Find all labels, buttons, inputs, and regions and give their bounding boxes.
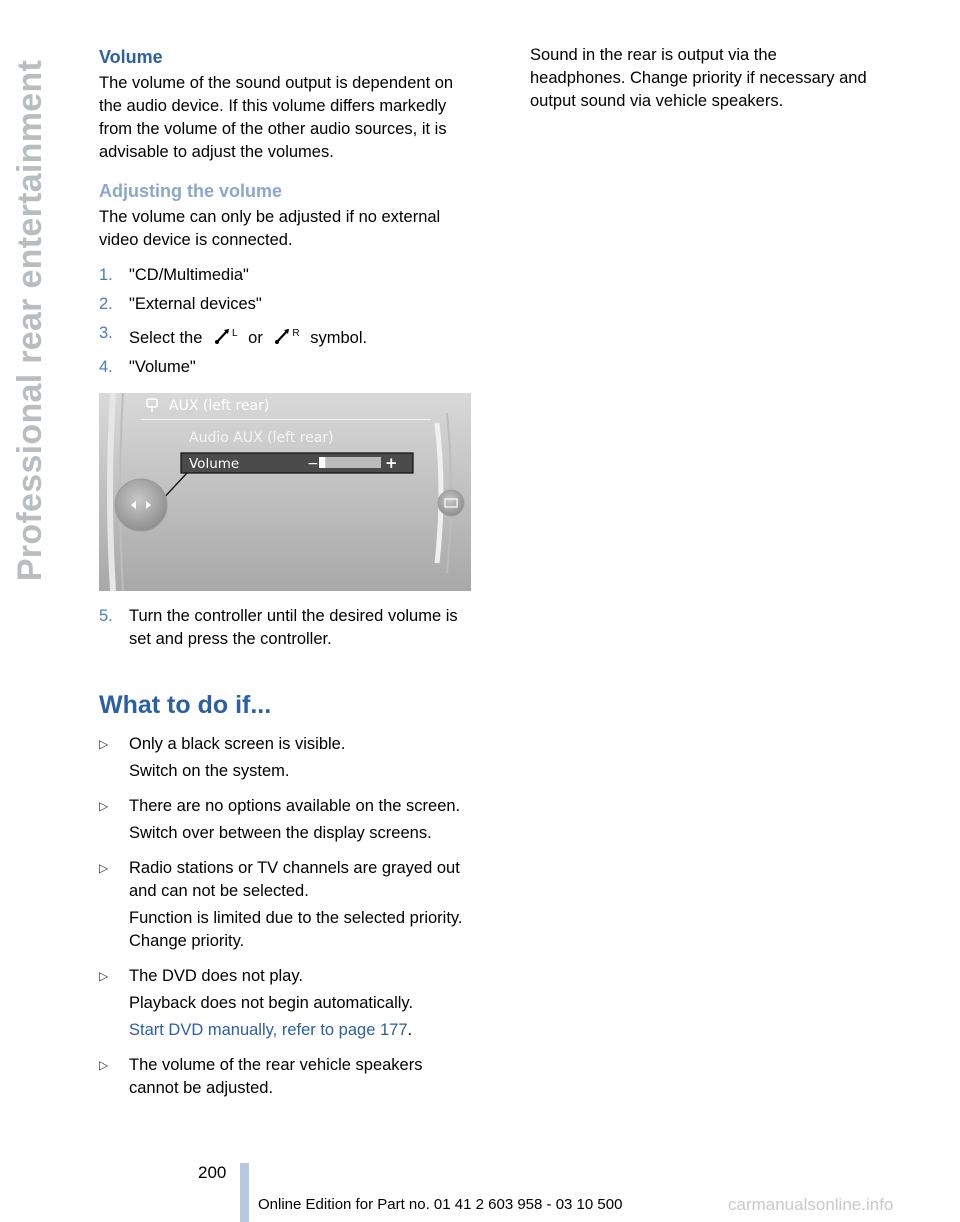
page-number: 200: [198, 1163, 227, 1182]
list-item: ▷ Radio stations or TV channels are grayed out and can not be selected. Function is limited due to the selected priority. Change priority.: [99, 857, 474, 953]
headphone-right-icon: R: [273, 322, 299, 345]
start-dvd-link[interactable]: Start DVD manually, refer to page 177: [129, 1021, 408, 1039]
triangle-bullet-icon: ▷: [99, 861, 109, 875]
headphone-left-icon: L: [213, 322, 238, 345]
list-item: ▷ Only a black screen is visible. Switch on the system.: [99, 733, 474, 783]
side-section-title: Professional rear entertainment: [11, 59, 50, 581]
footer-bar: [240, 1163, 249, 1222]
adjusting-volume-heading: Adjusting the volume: [99, 181, 283, 201]
step-5: 5. Turn the controller until the desired volume is set and press the controller.: [99, 607, 458, 648]
volume-heading: Volume: [99, 47, 163, 67]
step-3: 3. Select the L or R symbol.: [99, 324, 368, 347]
online-edition-footer: Online Edition for Part no. 01 41 2 603 958 - 03 10 500: [258, 1196, 623, 1213]
step-1: 1. "CD/Multimedia": [99, 266, 249, 284]
adjusting-volume-paragraph: The volume can only be adjusted if no external video device is connected.: [99, 208, 441, 249]
controller-knob-icon: [115, 479, 167, 531]
triangle-bullet-icon: ▷: [99, 1058, 109, 1072]
list-item: ▷ The volume of the rear vehicle speakers cannot be adjusted.: [99, 1054, 474, 1100]
volume-minus-icon: −: [307, 456, 319, 472]
steps-list: [99, 264, 474, 379]
screen-volume-label: Volume: [189, 456, 240, 472]
what-to-do-heading: What to do if...: [99, 691, 272, 719]
step-4: 4. "Volume": [99, 358, 196, 376]
list-item: ▷ There are no options available on the screen. Switch over between the display screens.: [99, 795, 474, 845]
list-item: ▷ The DVD does not play. Playback does not begin automatically. Start DVD manually, refer to page 177.: [99, 965, 474, 1042]
triangle-bullet-icon: ▷: [99, 737, 109, 751]
options-button-icon: [438, 490, 464, 516]
triangle-bullet-icon: ▷: [99, 799, 109, 813]
volume-slider-fill: [319, 457, 325, 468]
step-2: 2. "External devices": [99, 295, 262, 313]
volume-slider-track: [319, 457, 381, 468]
volume-plus-icon: +: [385, 454, 398, 472]
idrive-screen-illustration: [99, 393, 471, 591]
right-paragraph: Sound in the rear is output via the headphones. Change priority if necessary and output sound via vehicle speakers.: [530, 46, 867, 110]
volume-paragraph: The volume of the sound output is dependent on the audio device. If this volume differs markedly from the volume of the other audio sources, it is advisable to adjust the volumes.: [99, 74, 454, 161]
right-column: [530, 44, 870, 113]
screen-header: AUX (left rear): [169, 398, 270, 414]
triangle-bullet-icon: ▷: [99, 969, 109, 983]
left-column: [99, 44, 474, 1112]
troubleshooting-list: [99, 733, 474, 1100]
steps-list-continued: [99, 605, 474, 651]
watermark: carmanualsonline.info: [728, 1195, 894, 1214]
screen-title: Audio AUX (left rear): [189, 430, 334, 446]
